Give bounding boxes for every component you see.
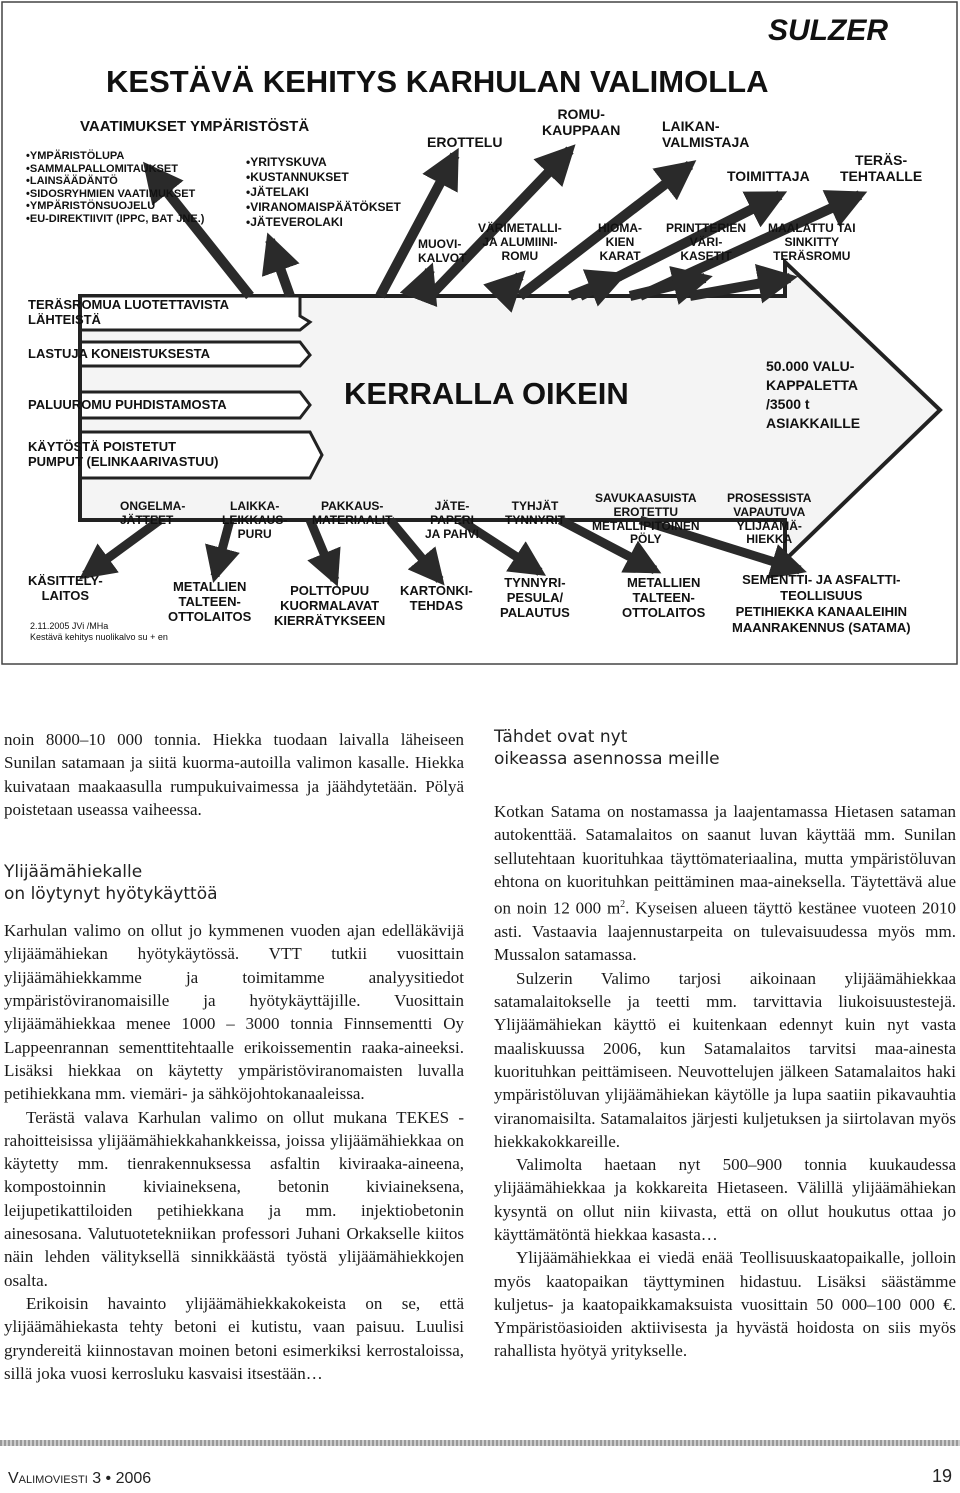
requirements-title: VAATIMUKSET YMPÄRISTÖSTÄ [80,118,310,135]
right-paragraph-1 [494,800,956,967]
label-jate: JÄTE- PAPERI JA PAHVI [425,499,480,541]
input-terasromu: TERÄSROMUA LUOTETTAVISTA LÄHTEISTÄ [28,297,230,327]
left-paragraph-4: Erikoisin havainto ylijäämähiekkakokeista on se, että ylijäämähiekasta tehty betoni ei kutistu, vaan paisuu. Luulisi gryndereitä kiinnostavan moinen betoni esimerkiksi kerrostaloissa, sillä joka vuosi kerrosluku kasvaisi itsestään… [4,1293,464,1383]
requirements-left-list: •YMPÄRISTÖLUPA •SAMMALPALLOMITAUKSET •LAINSÄÄDÄNTÖ •SIDOSRYHMIEN VAATIMUKSET •YMPÄRISTÖNSUOJELU •EU-DIREKTIIVIT (IPPC, BAT JNE.) [26,150,205,225]
left-paragraph-1: noin 8000–10 000 tonnia. Hiekka tuodaan laivalla läheiseen Sunilan satamaan ja siitä kuorma-autoilla valimon kasalle. Hiekka kuivataan maakaasulla rumpukuivaimessa ja jäähdytetään. Pölyä poistetaan useassa vaiheessa. [4,730,464,819]
label-maalattu: MAALATTU TAI SINKITTY TERÄSROMU [768,221,856,263]
label-laikka: LAIKKA- LEIKKAUS- PURU [222,499,288,541]
label-savukaasu: SAVUKAASUISTA EROTETTU METALLIPITOINEN PÖLY [592,491,700,547]
center-label: KERRALLA OIKEIN [344,376,629,411]
right-heading-line-1: Tähdet ovat nyt [494,727,628,747]
label-sementti: SEMENTTI- JA ASFALTTI- TEOLLISUUS PETIHIEKKA KANAALEIHIN MAANRAKENNUS (SATAMA) [732,572,911,635]
label-prosessi: PROSESSISTA VAPAUTUVA YLIJÄÄMÄ- HIEKKA [727,491,812,547]
label-muovi: MUOVI- KALVOT [418,237,467,265]
input-lastuja: LASTUJA KONEISTUKSESTA [28,346,211,361]
right-paragraph-4: Ylijäämähiekkaa ei viedä enää Teollisuuskaatopaikalle, jolloin myös kaatopaikan täyttyminen hidastuu. Lisäksi säästämme kuljetus- ja kaatopaikkamaksuista vuosittain 50 000–100 000 €. Ympäristöasioiden aktiivisesta ja hyvästä hoidosta on siis myös rahallista hyötyä yritykselle. [494,1248,956,1361]
footer-rule [0,1440,960,1446]
right-column [494,726,956,1363]
footer-publication: Valimoviesti 3 • 2006 [8,1470,152,1487]
sulzer-logo: SULZER [768,14,888,47]
label-varimetalli: VÄRIMETALLI- JA ALUMIINI- ROMU [478,221,562,263]
input-pumput: KÄYTÖSTÄ POISTETUT PUMPUT (ELINKAARIVASTUU) [28,439,219,469]
label-kasittely: KÄSITTELY- LAITOS [28,573,103,603]
right-paragraph-1-text: Kotkan Satama on nostamassa ja laajentamassa Hietasen sataman autokenttää. Satamalaitos on saanut luvan käyttää mm. Sunilan sellutehtaan kuorituhkaa täyttömateriaalina, mutta ympäristöluvan ehtona on kuorituhkan peittäminen maa-aineksella. Täytettävä alue on noin 12 000 m [494,802,956,918]
label-polttopuu: POLTTOPUU KUORMALAVAT KIERRÄTYKSEEN [274,583,386,628]
diagram-stamp: 2.11.2005 JVi /MHa Kestävä kehitys nuolikalvo su + en [30,621,168,642]
right-paragraph-3: Valimolta haetaan nyt 500–900 tonnia kuukaudessa ylijäämähiekkaa ja kokkareita Hietaseen. Välillä ylijäämähiekan kysyntä on ollut niin kiivasta, että on ollut houkutus ottaa jo käyttämätöntä hiekkaa kasasta… [494,1155,956,1244]
page-number: 19 [931,1466,952,1486]
diagram-title: KESTÄVÄ KEHITYS KARHULAN VALIMOLLA [106,64,769,99]
right-heading-line-2: oikeassa asennossa meille [494,749,720,769]
label-metallien-1: METALLIEN TALTEEN- OTTOLAITOS [168,579,252,624]
left-column [4,728,464,1385]
label-toimittaja: TOIMITTAJA [727,168,810,184]
input-paluuromu: PALUUROMU PUHDISTAMOSTA [28,397,227,412]
left-paragraph-3: Terästä valava Karhulan valimo on ollut mukana TEKES -rahoitteisissa ylijäämähiekkahankkeissa, joissa ylijäämähiekkaa on käytetty mm. tienrakennuksessa asfaltin kiviraaka-aineena, kompostoinnin kiviaineksena, betonin kiviaineksena, leijupetikattiloiden petihiekkana ja mm. injektiobetonin ainesosana. Valutuotetekniikan professori Juhani Orkakselle kiitos näin lehden välityksellä sinnikkäästä työstä ylijäämähiekkojen osalta. [4,1107,464,1290]
output-label: 50.000 VALU- KAPPALETTA /3500 t ASIAKKAILLE [766,358,861,431]
superscript-2: 2 [620,899,626,911]
label-printteri: PRINTTERIEN VÄRI- KASETIT [666,221,747,263]
left-heading-line-2: on löytynyt hyötykäyttöä [4,884,218,905]
label-romu: ROMU- KAUPPAAN [542,106,621,139]
left-heading-line-1: Ylijäämähiekalle [4,862,143,883]
label-laikan: LAIKAN- VALMISTAJA [662,118,750,151]
label-pakkaus: PAKKAUS- MATERIAALIT [312,499,393,527]
label-tynnyri: TYNNYRI- PESULA/ PALAUTUS [500,575,570,620]
right-paragraph-2: Sulzerin Valimo tarjosi aikoinaan ylijäämähiekkaa satamalaitokselle ja teetti mm. tarvittavia liukoisuustestejä. Ylijäämähiekan käyttö ei kuitenkaan edennyt kuin nyt vasta maaliskuussa 2006, kun Satamalaitos tarvitsi maa-ainesta kuorituhkan peittämiseen. Neuvottelujen jälkeen Satamalaitos haki ympäristöluvan ylijäämähiekan käytölle ja lupa saatiin pikavauhtia viranomaisilta. Satamalaitos järjesti kuljetuksen ja siirtolavan myös hiekkakokkareille. [494,968,956,1151]
label-metallien-2: METALLIEN TALTEEN- OTTOLAITOS [622,575,706,620]
requirements-right-list: •YRITYSKUVA •KUSTANNUKSET •JÄTELAKI •VIRANOMAISPÄÄTÖKSET •JÄTEVEROLAKI [246,155,401,229]
label-hioma: HIOMA- KIEN KARAT [598,221,642,263]
left-paragraph-2: Karhulan valimo on ollut jo kymmenen vuoden ajan edelläkävijä ylijäämähiekan hyötykäytössä. VTT tutkii vuosittain ylijäämähiekkamme ja toimitamme analyysitiedot ympäristöviranomaisille ja hyötykäyttäjille. Vuosittain ylijäämähiekkaa menee 1000 – 3000 tonnia Finnsementti Oy Lappeenrannan sementtitehtaalle erikoissementin raaka-aineeksi. Lisäksi hiekkaa on käytetty ympäristöviranomaisten luvalla petihiekkana mm. viemäri- ja sähköjohtokanaaleissa. [4,921,464,1104]
label-erottelu: EROTTELU [427,134,503,150]
label-tyhjat: TYHJÄT TYNNYRIT [505,499,565,527]
label-ongelma: ONGELMA- JÄTTEET [120,499,186,527]
label-teras: TERÄS- TEHTAALLE [840,152,923,185]
sustainability-diagram [0,0,960,668]
label-kartonki: KARTONKI- TEHDAS [400,583,473,613]
diagram-arrows [0,0,960,668]
right-paragraph-1-cont: . Kyseisen alueen täyttö kestänee vuoteen 2010 asti. Vastaavia laajennustarpeita on tulevaisuudessa myös mm. Mussalon satamassa. [494,898,956,965]
